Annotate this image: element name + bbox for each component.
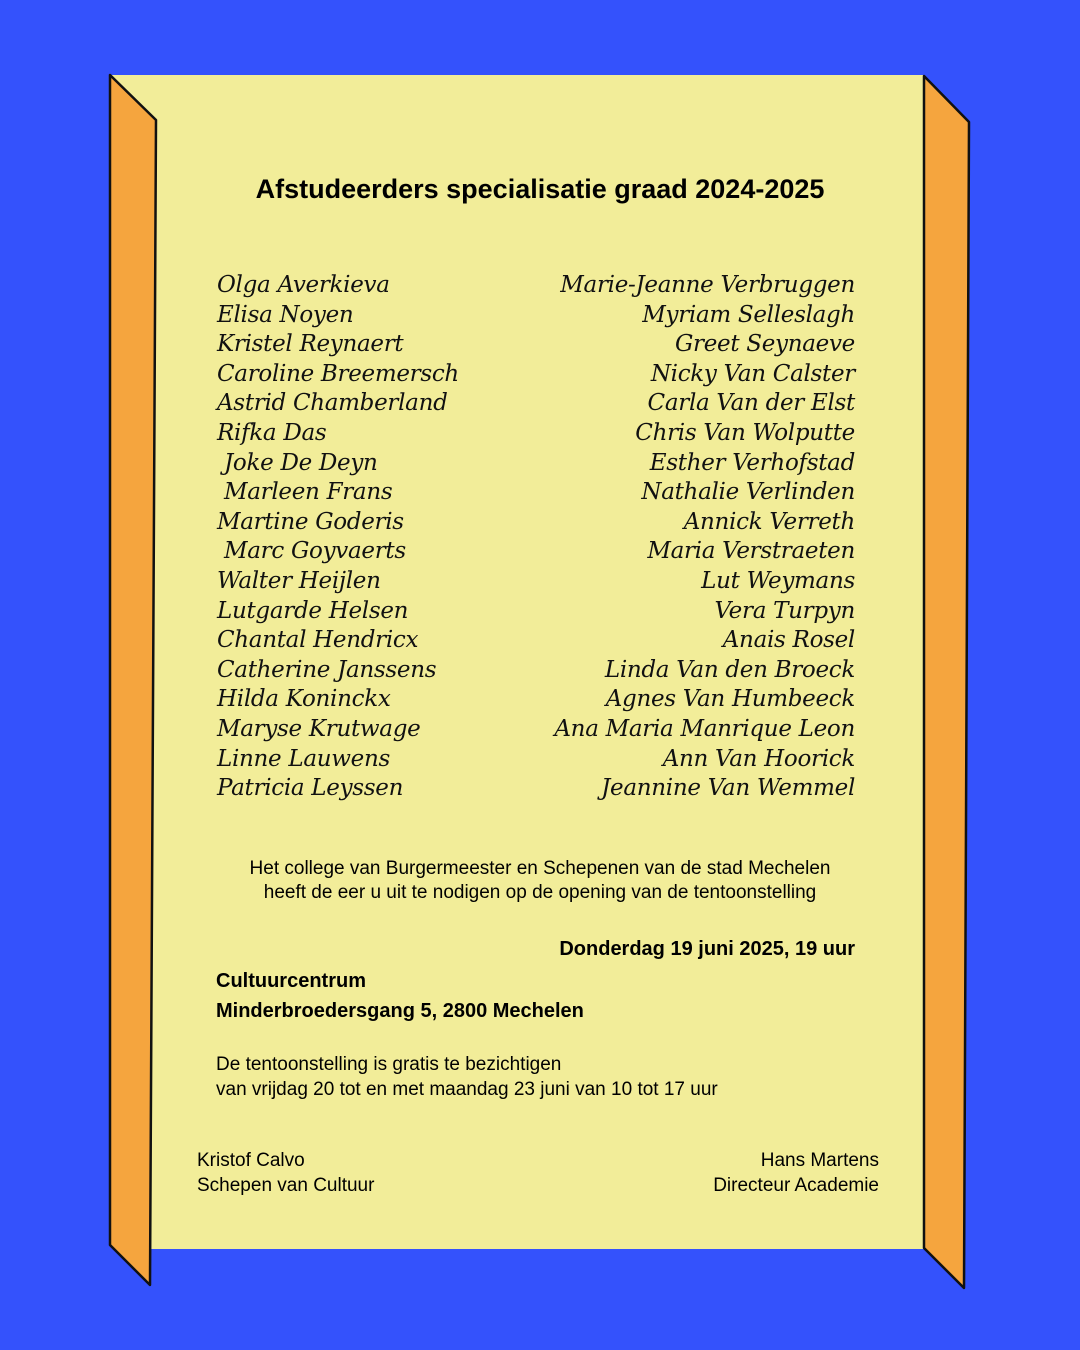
- graduate-name: Annick Verreth: [683, 508, 855, 535]
- graduate-name: Ana Maria Manrique Leon: [554, 715, 855, 742]
- invitation-text: [0, 857, 1080, 905]
- graduate-name: Marie-Jeanne Verbruggen: [560, 272, 855, 298]
- event-date: Donderdag 19 juni 2025, 19 uur: [559, 938, 855, 960]
- exhibition-info: [216, 1052, 718, 1102]
- graduate-name: Chris Van Wolputte: [635, 419, 855, 446]
- graduate-name: Lutgarde Helsen: [217, 597, 409, 624]
- signatory-name: Kristof Calvo: [197, 1150, 305, 1171]
- graduate-name: Patricia Leyssen: [217, 775, 404, 802]
- graduate-name: Marleen Frans: [217, 479, 393, 506]
- graduate-name: Walter Heijlen: [217, 567, 381, 594]
- graduate-name: Myriam Selleslagh: [642, 301, 855, 328]
- graduate-name: Maria Verstraeten: [647, 538, 855, 565]
- graduate-name: Marc Goyvaerts: [217, 538, 406, 565]
- graduate-name: Kristel Reynaert: [217, 331, 404, 358]
- graduate-name: Linne Lauwens: [217, 745, 390, 772]
- invitation-line: heeft de eer u uit te nodigen op de opening van de tentoonstelling: [263, 882, 817, 903]
- exhibition-line: De tentoonstelling is gratis te bezichtigen: [216, 1054, 562, 1075]
- right-side-panel: [924, 76, 969, 1288]
- graduate-name: Linda Van den Broeck: [604, 656, 855, 683]
- graduate-list-left: [217, 271, 547, 804]
- exhibition-line: van vrijdag 20 tot en met maandag 23 juni van 10 tot 17 uur: [216, 1079, 718, 1100]
- graduate-name: Esther Verhofstad: [649, 449, 855, 476]
- graduate-list-right: [540, 271, 855, 804]
- event-venue-block: [216, 966, 584, 1026]
- graduate-name: Greet Seynaeve: [674, 331, 855, 358]
- signature-right: [600, 1149, 879, 1198]
- graduate-name: Hilda Koninckx: [217, 686, 391, 713]
- graduate-name: Jeannine Van Wemmel: [601, 775, 855, 802]
- signature-left: [197, 1149, 374, 1198]
- page-title: Afstudeerders specialisatie graad 2024-2025: [255, 174, 825, 204]
- graduate-name: Chantal Hendricx: [217, 627, 419, 654]
- graduate-name: Anais Rosel: [722, 627, 855, 654]
- graduate-name: Vera Turpyn: [714, 597, 855, 624]
- graduate-name: Ann Van Hoorick: [662, 745, 855, 772]
- signatory-role: Directeur Academie: [713, 1174, 879, 1196]
- graduate-name: Olga Averkieva: [217, 272, 390, 298]
- venue-name: Cultuurcentrum: [216, 970, 366, 992]
- graduate-name: Martine Goderis: [217, 508, 404, 535]
- graduate-name: Rifka Das: [217, 419, 327, 446]
- graduate-name: Astrid Chamberland: [217, 390, 448, 417]
- graduate-name: Agnes Van Humbeeck: [605, 686, 855, 713]
- graduate-name: Maryse Krutwage: [217, 715, 421, 742]
- graduate-name: Catherine Janssens: [217, 656, 437, 683]
- graduate-name: Caroline Breemersch: [217, 360, 459, 387]
- graduate-name: Carla Van der Elst: [647, 390, 855, 417]
- graduate-name: Lut Weymans: [701, 567, 855, 594]
- signatory-role: Schepen van Cultuur: [197, 1174, 375, 1196]
- signatory-name: Hans Martens: [760, 1150, 879, 1171]
- graduate-name: Elisa Noyen: [217, 301, 354, 328]
- invitation-line: Het college van Burgermeester en Schepenen van de stad Mechelen: [249, 858, 831, 879]
- graduate-name: Nicky Van Calster: [650, 360, 855, 387]
- graduate-name: Joke De Deyn: [217, 449, 378, 476]
- venue-address: Minderbroedersgang 5, 2800 Mechelen: [216, 1000, 584, 1022]
- graduate-name: Nathalie Verlinden: [641, 479, 855, 506]
- left-side-panel: [110, 75, 156, 1285]
